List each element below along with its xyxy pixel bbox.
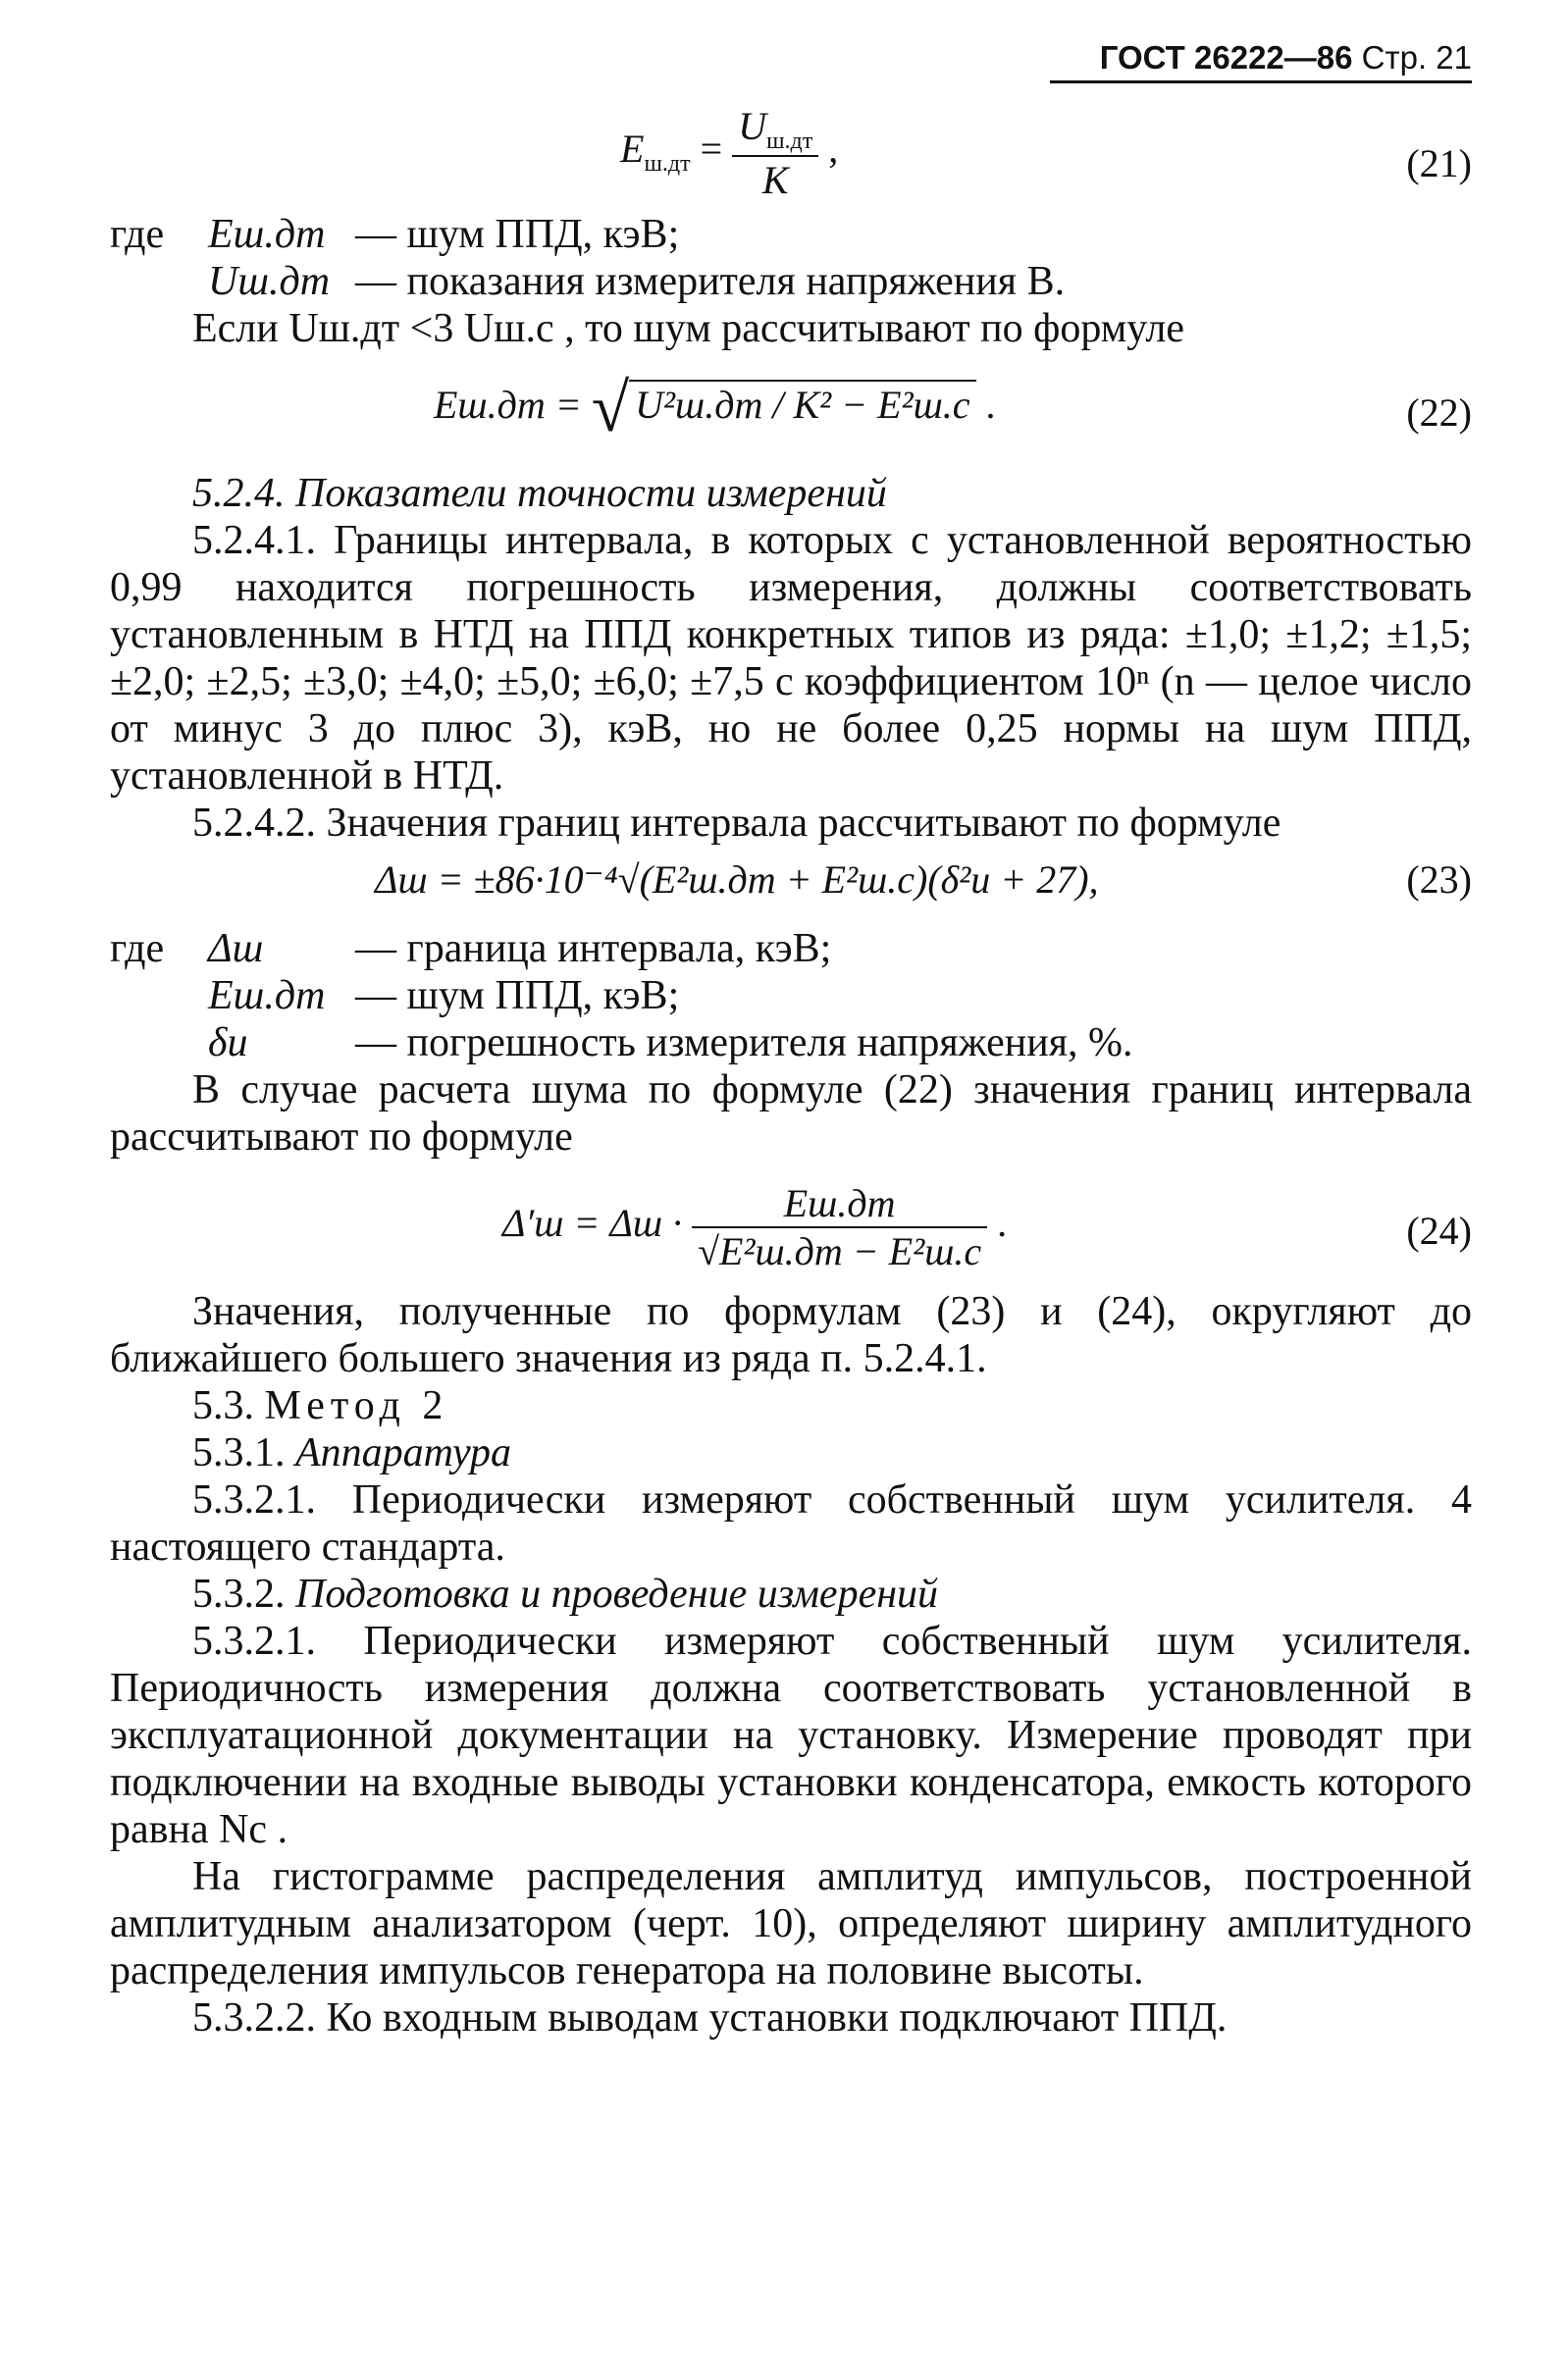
document-page: [110, 29, 1472, 2042]
condition-text: Если Uш.дт <3 Uш.с , то шум рассчитывают по формуле: [192, 306, 1185, 351]
paragraph: 5.2.4.1. Границы интервала, в которых с установленной вероятностью 0,99 находится погрешность измерения, должны соответствовать установленным в НТД на ППД конкретных типов из ряда: ±1,0; ±1,2; ±1,5; ±2,0; ±2,5; ±3,0; ±4,0; ±5,0; ±6,0; ±7,5 с коэффициентом 10ⁿ (n — целое число от минус 3 до плюс 3), кэВ, но не более 0,25 нормы на шум ППД, установленной в НТД.: [110, 518, 1472, 799]
paragraph: 5.3.2.2. Ко входным выводам установки подключают ППД.: [192, 1995, 1228, 2041]
equation-number: (23): [1406, 857, 1472, 902]
standard-number: ГОСТ 26222—86: [1099, 39, 1353, 76]
section-heading: 5.3.2. Подготовка и проведение измерений: [192, 1572, 939, 1617]
equation-22: Eш.дт = √ U²ш.дт / K² − E²ш.с . (22): [434, 371, 1472, 446]
equation-21: $E_{ш.дт}$ = $\frac{U_{ш.дт}}{K}$ , (21): [620, 104, 1472, 202]
equation-23: Δш = ±86·10⁻⁴√(E²ш.дт + E²ш.с)(δ²и + 27), (23): [375, 857, 1472, 902]
definition-row: где Eш.дт — шум ППД, кэВ;: [110, 212, 680, 257]
definition-row: Eш.дт — шум ППД, кэВ;: [208, 973, 680, 1018]
paragraph: В случае расчета шума по формуле (22) значения границ интервала рассчитывают по формуле: [110, 1067, 1472, 1160]
equation-number: (24): [1406, 1209, 1472, 1253]
definition-row: где Δш — граница интервала, кэВ;: [110, 926, 832, 971]
page-number: Стр. 21: [1361, 39, 1472, 76]
equation-number: (21): [1406, 141, 1472, 185]
equation-number: (22): [1406, 390, 1472, 435]
equation-24: Δ′ш = Δш · $\frac{Eш.дт}{\text{√E²ш.дт − E²ш.с}}$ . (24): [502, 1181, 1472, 1273]
definition-row: Uш.дт — показания измерителя напряжения В.: [208, 259, 1066, 304]
section-heading: 5.2.4. Показатели точности измерений: [192, 471, 887, 516]
section-heading: 5.3.1. Аппаратура: [192, 1430, 512, 1475]
fraction: $\frac{U_{ш.дт}}{K}$: [732, 103, 818, 203]
paragraph: 5.2.4.2. Значения границ интервала рассчитывают по формуле: [192, 801, 1281, 846]
page-header: [1050, 39, 1472, 83]
paragraph: Значения, полученные по формулам (23) и (24), округляют до ближайшего большего значения из ряда п. 5.2.4.1.: [110, 1289, 1472, 1381]
paragraph: 5.3.2.1. Периодически измеряют собственный шум усилителя. Периодичность измерения должна соответствовать установленной в эксплуатационной документации на установку. Измерение проводят при подключении на входные выводы установки конденсатора, емкость которого равна Nс .: [110, 1619, 1472, 1852]
fraction: $\frac{Eш.дт}{\text{√E²ш.дт − E²ш.с}}$: [692, 1180, 987, 1274]
paragraph: 5.3.2.1. Периодически измеряют собственный шум усилителя. 4 настоящего стандарта.: [110, 1477, 1472, 1570]
definition-row: δи — погрешность измерителя напряжения, %.: [208, 1020, 1133, 1065]
paragraph: На гистограмме распределения амплитуд импульсов, построенной амплитудным анализатором (черт. 10), определяют ширину амплитудного распределения импульсов генератора на половине высоты.: [110, 1854, 1472, 1993]
section-heading: 5.3. Метод 2: [192, 1383, 449, 1428]
